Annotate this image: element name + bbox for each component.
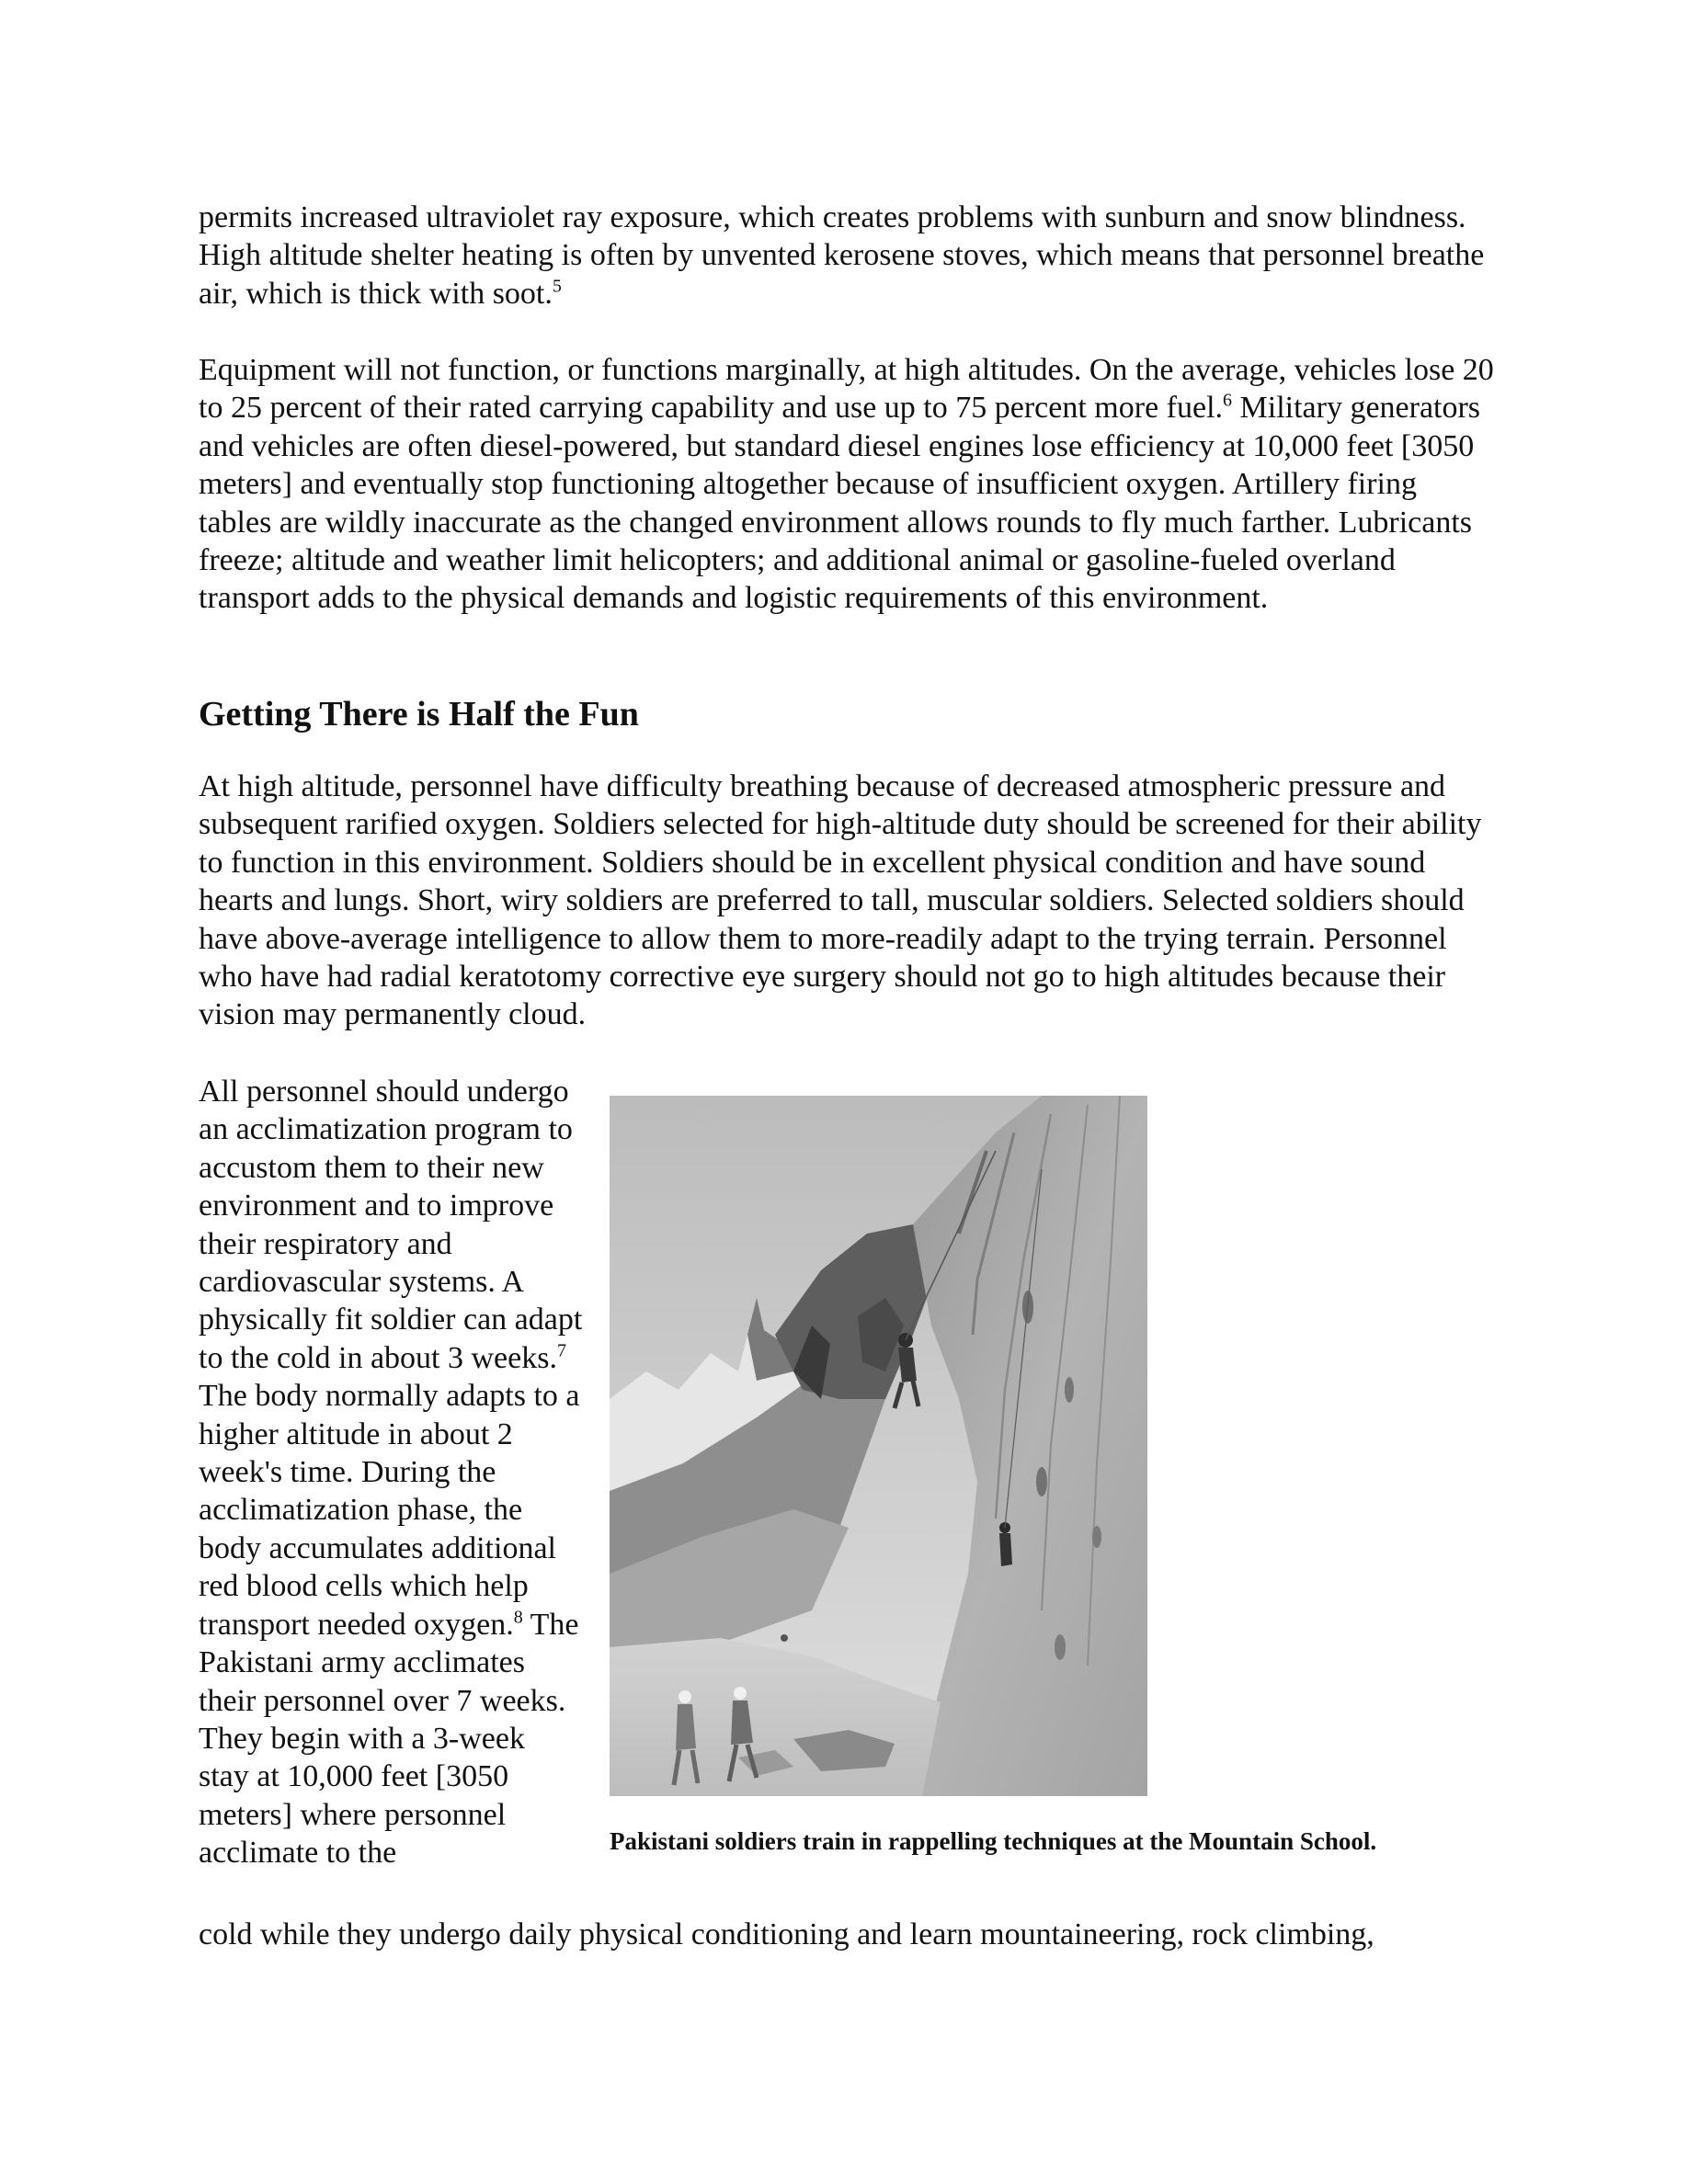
- paragraph-breathing: At high altitude, personnel have difficulty breathing because of decreased atmospheric pressure and subsequent rarified oxygen. Soldiers selected for high-altitude duty should be screened for their ability to function in this environment. Soldiers should be in excellent physical condition and have sound hearts and lungs. Short, wiry soldiers are preferred to tall, muscular soldiers. Selected soldiers should have above-average intelligence to allow them to more-readily adapt to the trying terrain. Personnel who have had radial keratotomy corrective eye surgery should not go to high altitudes because their vision may permanently cloud.: [199, 769, 1482, 1032]
- paragraph-text: The Pakistani army acclimates their personnel over 7 weeks. They begin with a 3-week stay at 10,000 feet [3050 meters] where personnel acclimate to the: [199, 1607, 579, 1871]
- photo-rappelling-soldiers: [610, 1096, 1147, 1796]
- footnote-ref-7: 7: [556, 1340, 566, 1361]
- paragraph-text: Military generators and vehicles are often diesel-powered, but standard diesel engines lose efficiency at 10,000 feet [3050 meters] and eventually stop functioning altogether because of insufficient oxygen. Artillery firing tables are wildly inaccurate as the changed environment allows rounds to fly much farther. Lubricants freeze; altitude and weather limit helicopters; and additional animal or gasoline-fueled overland transport adds to the physical demands and logistic requirements of this environment.: [199, 391, 1481, 616]
- paragraph-text: The body normally adapts to a higher altitude in about 2 week's time. During the acclimatization phase, the body accumulates additional red blood cells which help transport needed oxygen.: [199, 1379, 580, 1642]
- footnote-ref-5: 5: [552, 276, 562, 297]
- section-heading: Getting There is Half the Fun: [199, 695, 639, 734]
- footnote-ref-8: 8: [513, 1607, 523, 1628]
- paragraph-text: permits increased ultraviolet ray exposure, which creates problems with sunburn and snow blindness. High altitude shelter heating is often by unvented kerosene stoves, which means that personnel breathe air, which is thick with soot.: [199, 200, 1485, 311]
- paragraph-text: All personnel should undergo an acclimatization program to accustom them to their new environment and to improve their respiratory and cardiovascular systems. A physically fit soldier can adapt to the cold in about 3 weeks.: [199, 1075, 583, 1375]
- photo-illustration: [610, 1096, 1147, 1796]
- paragraph-acclimatization: [199, 1073, 583, 1872]
- paragraph-equipment: [199, 351, 1495, 618]
- paragraph-continuation: cold while they undergo daily physical conditioning and learn mountaineering, rock climbing,: [199, 1917, 1374, 1951]
- photo-caption: Pakistani soldiers train in rappelling techniques at the Mountain School.: [610, 1827, 1377, 1855]
- paragraph-ultraviolet: [199, 199, 1495, 313]
- footnote-ref-6: 6: [1223, 391, 1233, 412]
- paragraph-text: Equipment will not function, or functions marginally, at high altitudes. On the average, vehicles lose 20 to 25 percent of their rated carrying capability and use up to 75 percent more fuel.: [199, 353, 1494, 426]
